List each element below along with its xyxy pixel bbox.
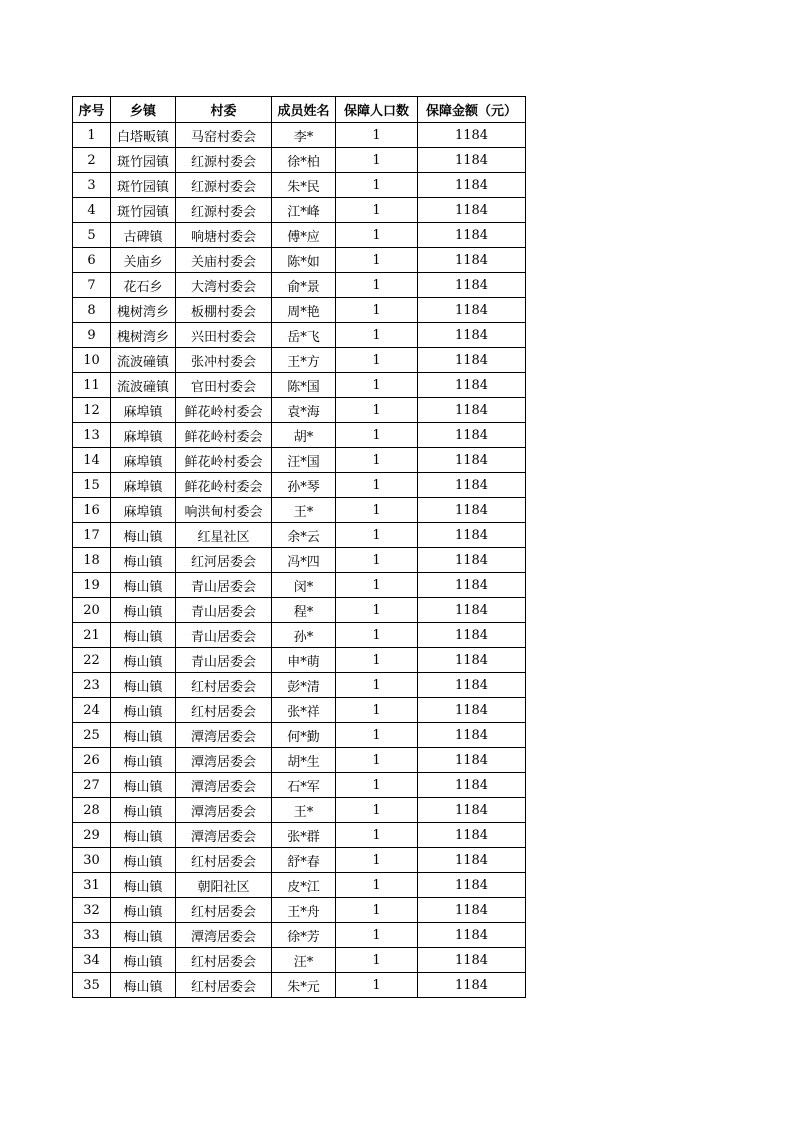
header-township: 乡镇 bbox=[111, 97, 176, 123]
table-row bbox=[73, 673, 526, 698]
cell-amount: 1184 bbox=[418, 123, 526, 148]
cell-index: 30 bbox=[73, 848, 111, 873]
cell-index: 26 bbox=[73, 748, 111, 773]
cell-member-name: 张*群 bbox=[272, 823, 336, 848]
cell-amount: 1184 bbox=[418, 173, 526, 198]
cell-amount: 1184 bbox=[418, 573, 526, 598]
cell-village-committee: 朝阳社区 bbox=[176, 873, 272, 898]
cell-village-committee: 红星社区 bbox=[176, 523, 272, 548]
cell-member-name: 汪*国 bbox=[272, 448, 336, 473]
cell-covered-persons: 1 bbox=[336, 648, 418, 673]
cell-member-name: 徐*芳 bbox=[272, 923, 336, 948]
table-row bbox=[73, 798, 526, 823]
cell-village-committee: 青山居委会 bbox=[176, 648, 272, 673]
cell-village-committee: 潭湾居委会 bbox=[176, 823, 272, 848]
cell-township: 梅山镇 bbox=[111, 823, 176, 848]
cell-amount: 1184 bbox=[418, 973, 526, 998]
cell-covered-persons: 1 bbox=[336, 323, 418, 348]
cell-index: 35 bbox=[73, 973, 111, 998]
cell-township: 麻埠镇 bbox=[111, 398, 176, 423]
cell-amount: 1184 bbox=[418, 698, 526, 723]
cell-township: 麻埠镇 bbox=[111, 498, 176, 523]
cell-township: 梅山镇 bbox=[111, 523, 176, 548]
cell-township: 梅山镇 bbox=[111, 623, 176, 648]
table-row bbox=[73, 198, 526, 223]
cell-index: 32 bbox=[73, 898, 111, 923]
header-covered-persons: 保障人口数 bbox=[336, 97, 418, 123]
cell-covered-persons: 1 bbox=[336, 798, 418, 823]
cell-index: 22 bbox=[73, 648, 111, 673]
cell-village-committee: 潭湾居委会 bbox=[176, 798, 272, 823]
table-row bbox=[73, 773, 526, 798]
table-row bbox=[73, 473, 526, 498]
cell-village-committee: 响洪甸村委会 bbox=[176, 498, 272, 523]
cell-township: 流波䃥镇 bbox=[111, 348, 176, 373]
cell-village-committee: 鲜花岭村委会 bbox=[176, 398, 272, 423]
cell-amount: 1184 bbox=[418, 673, 526, 698]
cell-index: 21 bbox=[73, 623, 111, 648]
table-row bbox=[73, 898, 526, 923]
cell-member-name: 傅*应 bbox=[272, 223, 336, 248]
table-row bbox=[73, 323, 526, 348]
cell-township: 梅山镇 bbox=[111, 973, 176, 998]
cell-member-name: 石*军 bbox=[272, 773, 336, 798]
cell-covered-persons: 1 bbox=[336, 248, 418, 273]
cell-covered-persons: 1 bbox=[336, 398, 418, 423]
cell-covered-persons: 1 bbox=[336, 298, 418, 323]
cell-index: 13 bbox=[73, 423, 111, 448]
cell-covered-persons: 1 bbox=[336, 773, 418, 798]
cell-township: 斑竹园镇 bbox=[111, 148, 176, 173]
cell-covered-persons: 1 bbox=[336, 448, 418, 473]
table-row bbox=[73, 523, 526, 548]
cell-village-committee: 官田村委会 bbox=[176, 373, 272, 398]
cell-amount: 1184 bbox=[418, 298, 526, 323]
cell-covered-persons: 1 bbox=[336, 473, 418, 498]
cell-member-name: 江*峰 bbox=[272, 198, 336, 223]
cell-amount: 1184 bbox=[418, 273, 526, 298]
header-row bbox=[73, 97, 526, 123]
cell-amount: 1184 bbox=[418, 773, 526, 798]
cell-amount: 1184 bbox=[418, 198, 526, 223]
table-row bbox=[73, 223, 526, 248]
cell-index: 2 bbox=[73, 148, 111, 173]
cell-covered-persons: 1 bbox=[336, 123, 418, 148]
cell-amount: 1184 bbox=[418, 323, 526, 348]
table-row bbox=[73, 823, 526, 848]
cell-index: 25 bbox=[73, 723, 111, 748]
cell-covered-persons: 1 bbox=[336, 698, 418, 723]
cell-village-committee: 青山居委会 bbox=[176, 573, 272, 598]
cell-member-name: 王* bbox=[272, 798, 336, 823]
cell-amount: 1184 bbox=[418, 448, 526, 473]
cell-index: 5 bbox=[73, 223, 111, 248]
cell-amount: 1184 bbox=[418, 523, 526, 548]
cell-amount: 1184 bbox=[418, 923, 526, 948]
cell-index: 3 bbox=[73, 173, 111, 198]
cell-index: 4 bbox=[73, 198, 111, 223]
cell-township: 梅山镇 bbox=[111, 548, 176, 573]
cell-covered-persons: 1 bbox=[336, 848, 418, 873]
cell-member-name: 王*舟 bbox=[272, 898, 336, 923]
table-row bbox=[73, 448, 526, 473]
cell-township: 麻埠镇 bbox=[111, 423, 176, 448]
cell-covered-persons: 1 bbox=[336, 573, 418, 598]
table-row bbox=[73, 948, 526, 973]
cell-village-committee: 响塘村委会 bbox=[176, 223, 272, 248]
cell-amount: 1184 bbox=[418, 723, 526, 748]
table-row bbox=[73, 548, 526, 573]
cell-member-name: 胡* bbox=[272, 423, 336, 448]
cell-member-name: 余*云 bbox=[272, 523, 336, 548]
cell-covered-persons: 1 bbox=[336, 223, 418, 248]
cell-village-committee: 板棚村委会 bbox=[176, 298, 272, 323]
cell-village-committee: 红源村委会 bbox=[176, 198, 272, 223]
cell-township: 梅山镇 bbox=[111, 948, 176, 973]
cell-member-name: 陈*如 bbox=[272, 248, 336, 273]
cell-index: 6 bbox=[73, 248, 111, 273]
cell-amount: 1184 bbox=[418, 798, 526, 823]
cell-township: 麻埠镇 bbox=[111, 473, 176, 498]
cell-township: 槐树湾乡 bbox=[111, 298, 176, 323]
cell-covered-persons: 1 bbox=[336, 548, 418, 573]
cell-village-committee: 兴田村委会 bbox=[176, 323, 272, 348]
cell-amount: 1184 bbox=[418, 848, 526, 873]
cell-township: 麻埠镇 bbox=[111, 448, 176, 473]
header-member-name: 成员姓名 bbox=[272, 97, 336, 123]
cell-member-name: 岳*飞 bbox=[272, 323, 336, 348]
security-table bbox=[72, 96, 526, 998]
cell-township: 流波䃥镇 bbox=[111, 373, 176, 398]
cell-village-committee: 鲜花岭村委会 bbox=[176, 448, 272, 473]
cell-member-name: 孙* bbox=[272, 623, 336, 648]
table-row bbox=[73, 973, 526, 998]
cell-village-committee: 红源村委会 bbox=[176, 173, 272, 198]
cell-covered-persons: 1 bbox=[336, 198, 418, 223]
cell-index: 33 bbox=[73, 923, 111, 948]
cell-covered-persons: 1 bbox=[336, 273, 418, 298]
cell-member-name: 冯*四 bbox=[272, 548, 336, 573]
cell-covered-persons: 1 bbox=[336, 723, 418, 748]
cell-village-committee: 张冲村委会 bbox=[176, 348, 272, 373]
cell-member-name: 彭*清 bbox=[272, 673, 336, 698]
table-row bbox=[73, 298, 526, 323]
cell-covered-persons: 1 bbox=[336, 598, 418, 623]
cell-covered-persons: 1 bbox=[336, 373, 418, 398]
cell-covered-persons: 1 bbox=[336, 823, 418, 848]
cell-amount: 1184 bbox=[418, 398, 526, 423]
cell-township: 梅山镇 bbox=[111, 598, 176, 623]
cell-covered-persons: 1 bbox=[336, 873, 418, 898]
cell-village-committee: 红村居委会 bbox=[176, 898, 272, 923]
cell-amount: 1184 bbox=[418, 898, 526, 923]
cell-township: 斑竹园镇 bbox=[111, 173, 176, 198]
cell-member-name: 孙*琴 bbox=[272, 473, 336, 498]
table-row bbox=[73, 248, 526, 273]
cell-covered-persons: 1 bbox=[336, 923, 418, 948]
cell-township: 梅山镇 bbox=[111, 723, 176, 748]
cell-amount: 1184 bbox=[418, 498, 526, 523]
cell-township: 关庙乡 bbox=[111, 248, 176, 273]
table-row bbox=[73, 873, 526, 898]
table-row bbox=[73, 173, 526, 198]
cell-index: 10 bbox=[73, 348, 111, 373]
cell-village-committee: 红村居委会 bbox=[176, 948, 272, 973]
cell-amount: 1184 bbox=[418, 873, 526, 898]
cell-township: 花石乡 bbox=[111, 273, 176, 298]
cell-covered-persons: 1 bbox=[336, 898, 418, 923]
table-row bbox=[73, 723, 526, 748]
cell-township: 古碑镇 bbox=[111, 223, 176, 248]
cell-index: 14 bbox=[73, 448, 111, 473]
cell-amount: 1184 bbox=[418, 948, 526, 973]
table-row bbox=[73, 923, 526, 948]
cell-member-name: 李* bbox=[272, 123, 336, 148]
cell-amount: 1184 bbox=[418, 648, 526, 673]
cell-index: 16 bbox=[73, 498, 111, 523]
cell-township: 梅山镇 bbox=[111, 698, 176, 723]
table-row bbox=[73, 373, 526, 398]
cell-village-committee: 红村居委会 bbox=[176, 973, 272, 998]
table-body bbox=[73, 123, 526, 998]
header-index: 序号 bbox=[73, 97, 111, 123]
cell-index: 31 bbox=[73, 873, 111, 898]
cell-covered-persons: 1 bbox=[336, 948, 418, 973]
cell-index: 29 bbox=[73, 823, 111, 848]
cell-village-committee: 潭湾居委会 bbox=[176, 923, 272, 948]
cell-index: 7 bbox=[73, 273, 111, 298]
cell-index: 11 bbox=[73, 373, 111, 398]
cell-covered-persons: 1 bbox=[336, 348, 418, 373]
cell-amount: 1184 bbox=[418, 223, 526, 248]
cell-member-name: 张*祥 bbox=[272, 698, 336, 723]
cell-village-committee: 潭湾居委会 bbox=[176, 748, 272, 773]
cell-village-committee: 红村居委会 bbox=[176, 698, 272, 723]
cell-township: 梅山镇 bbox=[111, 873, 176, 898]
cell-member-name: 舒*春 bbox=[272, 848, 336, 873]
cell-index: 23 bbox=[73, 673, 111, 698]
cell-township: 梅山镇 bbox=[111, 848, 176, 873]
cell-index: 8 bbox=[73, 298, 111, 323]
cell-amount: 1184 bbox=[418, 548, 526, 573]
cell-covered-persons: 1 bbox=[336, 173, 418, 198]
cell-village-committee: 红村居委会 bbox=[176, 848, 272, 873]
cell-township: 梅山镇 bbox=[111, 798, 176, 823]
cell-member-name: 朱*民 bbox=[272, 173, 336, 198]
cell-index: 9 bbox=[73, 323, 111, 348]
cell-member-name: 胡*生 bbox=[272, 748, 336, 773]
cell-member-name: 皮*江 bbox=[272, 873, 336, 898]
cell-index: 1 bbox=[73, 123, 111, 148]
cell-index: 28 bbox=[73, 798, 111, 823]
cell-index: 20 bbox=[73, 598, 111, 623]
cell-amount: 1184 bbox=[418, 373, 526, 398]
cell-amount: 1184 bbox=[418, 623, 526, 648]
cell-township: 槐树湾乡 bbox=[111, 323, 176, 348]
cell-covered-persons: 1 bbox=[336, 148, 418, 173]
header-village-committee: 村委 bbox=[176, 97, 272, 123]
table-row bbox=[73, 623, 526, 648]
table-row bbox=[73, 148, 526, 173]
cell-village-committee: 鲜花岭村委会 bbox=[176, 473, 272, 498]
table-row bbox=[73, 698, 526, 723]
cell-village-committee: 潭湾居委会 bbox=[176, 773, 272, 798]
cell-village-committee: 红村居委会 bbox=[176, 673, 272, 698]
cell-member-name: 王* bbox=[272, 498, 336, 523]
cell-member-name: 朱*元 bbox=[272, 973, 336, 998]
cell-township: 梅山镇 bbox=[111, 673, 176, 698]
cell-village-committee: 关庙村委会 bbox=[176, 248, 272, 273]
cell-village-committee: 红河居委会 bbox=[176, 548, 272, 573]
cell-member-name: 王*方 bbox=[272, 348, 336, 373]
table-row bbox=[73, 648, 526, 673]
cell-township: 梅山镇 bbox=[111, 923, 176, 948]
cell-member-name: 徐*柏 bbox=[272, 148, 336, 173]
cell-member-name: 汪* bbox=[272, 948, 336, 973]
cell-village-committee: 潭湾居委会 bbox=[176, 723, 272, 748]
cell-township: 斑竹园镇 bbox=[111, 198, 176, 223]
cell-member-name: 周*艳 bbox=[272, 298, 336, 323]
cell-township: 梅山镇 bbox=[111, 748, 176, 773]
cell-covered-persons: 1 bbox=[336, 498, 418, 523]
cell-covered-persons: 1 bbox=[336, 748, 418, 773]
cell-amount: 1184 bbox=[418, 598, 526, 623]
cell-covered-persons: 1 bbox=[336, 673, 418, 698]
cell-covered-persons: 1 bbox=[336, 423, 418, 448]
table-row bbox=[73, 598, 526, 623]
table-row bbox=[73, 423, 526, 448]
cell-village-committee: 大湾村委会 bbox=[176, 273, 272, 298]
cell-amount: 1184 bbox=[418, 473, 526, 498]
cell-member-name: 闵* bbox=[272, 573, 336, 598]
cell-index: 17 bbox=[73, 523, 111, 548]
cell-village-committee: 青山居委会 bbox=[176, 598, 272, 623]
table-row bbox=[73, 573, 526, 598]
cell-index: 24 bbox=[73, 698, 111, 723]
cell-amount: 1184 bbox=[418, 748, 526, 773]
cell-village-committee: 青山居委会 bbox=[176, 623, 272, 648]
cell-amount: 1184 bbox=[418, 348, 526, 373]
cell-index: 19 bbox=[73, 573, 111, 598]
cell-member-name: 俞*景 bbox=[272, 273, 336, 298]
cell-member-name: 陈*国 bbox=[272, 373, 336, 398]
table-row bbox=[73, 748, 526, 773]
cell-township: 白塔畈镇 bbox=[111, 123, 176, 148]
cell-index: 15 bbox=[73, 473, 111, 498]
cell-amount: 1184 bbox=[418, 823, 526, 848]
cell-index: 27 bbox=[73, 773, 111, 798]
cell-index: 34 bbox=[73, 948, 111, 973]
cell-village-committee: 鲜花岭村委会 bbox=[176, 423, 272, 448]
cell-member-name: 袁*海 bbox=[272, 398, 336, 423]
cell-member-name: 申*萌 bbox=[272, 648, 336, 673]
cell-township: 梅山镇 bbox=[111, 773, 176, 798]
cell-township: 梅山镇 bbox=[111, 648, 176, 673]
cell-covered-persons: 1 bbox=[336, 623, 418, 648]
cell-member-name: 何*勤 bbox=[272, 723, 336, 748]
cell-township: 梅山镇 bbox=[111, 898, 176, 923]
cell-member-name: 程* bbox=[272, 598, 336, 623]
table-row bbox=[73, 348, 526, 373]
table-row bbox=[73, 398, 526, 423]
header-amount: 保障金额（元） bbox=[418, 97, 526, 123]
cell-amount: 1184 bbox=[418, 248, 526, 273]
table-row bbox=[73, 498, 526, 523]
cell-village-committee: 红源村委会 bbox=[176, 148, 272, 173]
cell-township: 梅山镇 bbox=[111, 573, 176, 598]
cell-village-committee: 马窑村委会 bbox=[176, 123, 272, 148]
cell-index: 18 bbox=[73, 548, 111, 573]
cell-covered-persons: 1 bbox=[336, 523, 418, 548]
cell-index: 12 bbox=[73, 398, 111, 423]
cell-amount: 1184 bbox=[418, 423, 526, 448]
cell-covered-persons: 1 bbox=[336, 973, 418, 998]
cell-amount: 1184 bbox=[418, 148, 526, 173]
table-row bbox=[73, 273, 526, 298]
table-row bbox=[73, 848, 526, 873]
table-row bbox=[73, 123, 526, 148]
